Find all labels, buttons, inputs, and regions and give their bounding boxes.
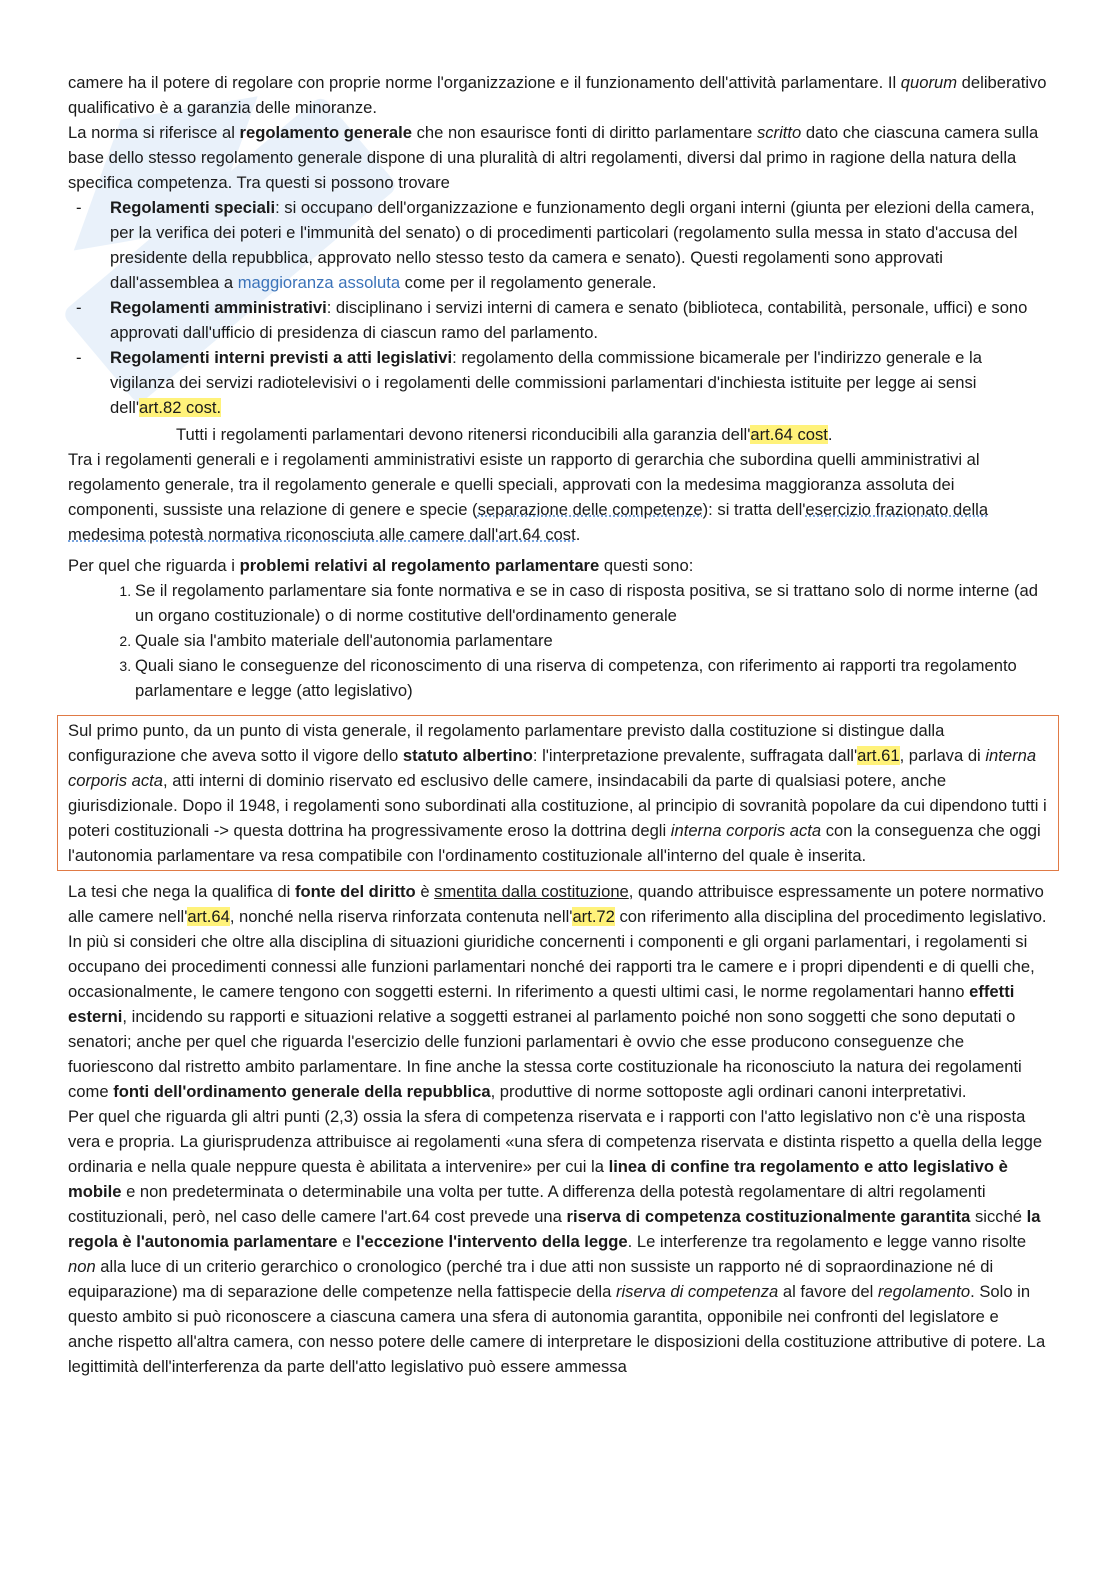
paragraph-altri-punti: Per quel che riguarda gli altri punti (2,3) ossia la sfera di competenza riservata e i rapporti con l'atto legislativo non c'è una risposta vera e propria. La giurisprudenza attribuisce ai regolamenti «una sfera di competenza riservata e distinta rispetto a quella della legge ordinaria e nella quale neppure questa è abilitata a intervenire» per cui la linea di confine tra regolamento e atto legislativo è mobile e non predeterminata o determinabile una volta per tutte. A differenza della potestà regolamentare di altri regolamenti costituzionali, però, nel caso delle camere l'art.64 cost prevede una riserva di competenza costituzionalmente garantita sicché la regola è l'autonomia parlamentare e l'eccezione l'intervento della legge. Le interferenze tra regolamento e legge vanno risolte non alla luce di un criterio gerarchico o cronologico (perché tra i due atti non sussiste un rapporto né di sopraordinazione né di equiparazione) ma di separazione delle competenze nella fattispecie della riserva di competenza al favore del regolamento. Solo in questo ambito si può riconoscere a ciascuna camera una sfera di autonomia garantita, opponibile nei confronti del legislatore e anche rispetto all'altra camera, con nesso potere delle camere di interpretare le disposizioni della costituzione attributive di potere. La legittimità dell'interferenza da parte dell'atto legislativo può essere ammessa <box>68 1107 1046 1376</box>
separazione-competenze-link: separazione delle competenze <box>477 500 703 519</box>
highlight-art61: art.61 <box>857 746 900 765</box>
list-item-amministrativi: - Regolamenti amministrativi: disciplinano i servizi interni di camera e senato (biblioteca, contabilità, personale, uffici) e sono approvati dall'ufficio di presidenza di ciascun ramo del parlamento. <box>110 295 1048 345</box>
list-item-problema-2: 2. Quale sia l'ambito materiale dell'autonomia parlamentare <box>135 628 1048 653</box>
document-page <box>68 70 1048 1379</box>
list-item-problema-1: 1. Se il regolamento parlamentare sia fonte normativa e se in caso di risposta positiva, se si trattano solo di norme interne (ad un organo costituzionale) o di norme costitutive dell'ordinamento generale <box>135 578 1048 628</box>
highlight-art82: art.82 cost. <box>139 398 222 417</box>
highlight-art72: art.72 <box>572 907 615 926</box>
regolamenti-list <box>68 195 1048 420</box>
paragraph-intro: camere ha il potere di regolare con proprie norme l'organizzazione e il funzionamento dell'attività parlamentare. Il quorum deliberativo qualificativo è a garanzia delle minoranze. <box>68 73 1047 117</box>
paragraph-garanzia: Tutti i regolamenti parlamentari devono ritenersi riconducibili alla garanzia dell'art.64 cost. <box>176 425 833 444</box>
problemi-list <box>68 578 1048 703</box>
highlight-art64: art.64 cost <box>750 425 828 444</box>
list-item-problema-3: 3. Quali siano le conseguenze del riconoscimento di una riserva di competenza, con riferimento ai rapporti tra regolamento parlamentare e legge (atto legislativo) <box>135 653 1048 703</box>
esercizio-frazionato-text: esercizio frazionato della medesima potestà normativa riconosciuta alle camere dall'art.64 cost <box>68 500 989 544</box>
maggioranza-assoluta-link[interactable]: maggioranza assoluta <box>237 273 401 292</box>
list-item-speciali: - Regolamenti speciali: si occupano dell'organizzazione e funzionamento degli organi interni (giunta per elezioni della camera, per la verifica dei poteri e l'immunità del senato) o di procedimenti particolari (regolamento sulla messa in stato d'accusa del presidente della repubblica, approvato nello stesso testo da camera e senato). Questi regolamenti sono approvati dall'assemblea a maggioranza assoluta come per il regolamento generale. <box>110 195 1048 295</box>
highlight-art64b: art.64 <box>187 907 230 926</box>
smentita-costituzione-text: smentita dalla costituzione <box>434 882 629 901</box>
paragraph-regolamento-generale: La norma si riferisce al regolamento generale che non esaurisce fonti di diritto parlamentare scritto dato che ciascuna camera sulla base dello stesso regolamento generale dispone di una pluralità di altri regolamenti, diversi dal primo in ragione della natura della specifica competenza. Tra questi si possono trovare <box>68 123 1039 192</box>
paragraph-fonte-diritto: La tesi che nega la qualifica di fonte del diritto è smentita dalla costituzione, quando attribuisce espressamente un potere normativo alle camere nell'art.64, nonché nella riserva rinforzata contenuta nell'art.72 con riferimento alla disciplina del procedimento legislativo. In più si consideri che oltre alla disciplina di situazioni giuridiche concernenti i componenti e gli organi parlamentari, i regolamenti si occupano dei procedimenti connessi alle funzioni parlamentari nonché dei rapporti tra le camere e i propri dipendenti e di quelli che, occasionalmente, le camere tengono con soggetti esterni. In riferimento a questi ultimi casi, le norme regolamentari hanno effetti esterni, incidendo su rapporti e situazioni relative a soggetti estranei al parlamento poiché non sono soggetti che sono deputati o senatori; anche per quel che riguarda l'esercizio delle funzioni parlamentari è ovvio che esse producono conseguenze che fuoriescono dal ristretto ambito parlamentare. In fine anche la stessa corte costituzionale ha riconosciuto la natura dei regolamenti come fonti dell'ordinamento generale della repubblica, produttive di norme sottoposte agli ordinari canoni interpretativi. <box>68 882 1047 1101</box>
boxed-text: Sul primo punto, da un punto di vista generale, il regolamento parlamentare previsto dalla costituzione si distingue dalla configurazione che aveva sotto il vigore dello statuto albertino: l'interpretazione prevalente, suffragata dall'art.61, parlava di interna corporis acta, atti interni di dominio riservato ed esclusivo delle camere, insindacabili da parte di qualsiasi potere, anche giurisdizionale. Dopo il 1948, i regolamenti sono subordinati alla costituzione, al principio di sovranità popolare da cui dipendono tutti i poteri costituzionali -> questa dottrina ha progressivamente eroso la dottrina degli interna corporis acta con la conseguenza che oggi l'autonomia parlamentare va resa compatibile con l'ordinamento costituzionale all'interno del quale è inserita. <box>68 721 1047 865</box>
list-item-interni: - Regolamenti interni previsti a atti legislativi: regolamento della commissione bicamerale per l'indirizzo generale e la vigilanza dei servizi radiotelevisivi o i regolamenti delle commissioni parlamentari d'inchiesta istituite per legge ai sensi dell'art.82 cost. <box>110 345 1048 420</box>
paragraph-problemi: Per quel che riguarda i problemi relativi al regolamento parlamentare questi sono: <box>68 556 694 575</box>
boxed-paragraph-primo-punto <box>57 715 1059 871</box>
paragraph-gerarchia: Tra i regolamenti generali e i regolamenti amministrativi esiste un rapporto di gerarchia che subordina quelli amministrativi al regolamento generale, tra il regolamento generale e quelli speciali, approvati con la medesima maggioranza assoluta dei componenti, sussiste una relazione di genere e specie (separazione delle competenze): si tratta dell'esercizio frazionato della medesima potestà normativa riconosciuta alle camere dall'art.64 cost. <box>68 450 989 544</box>
